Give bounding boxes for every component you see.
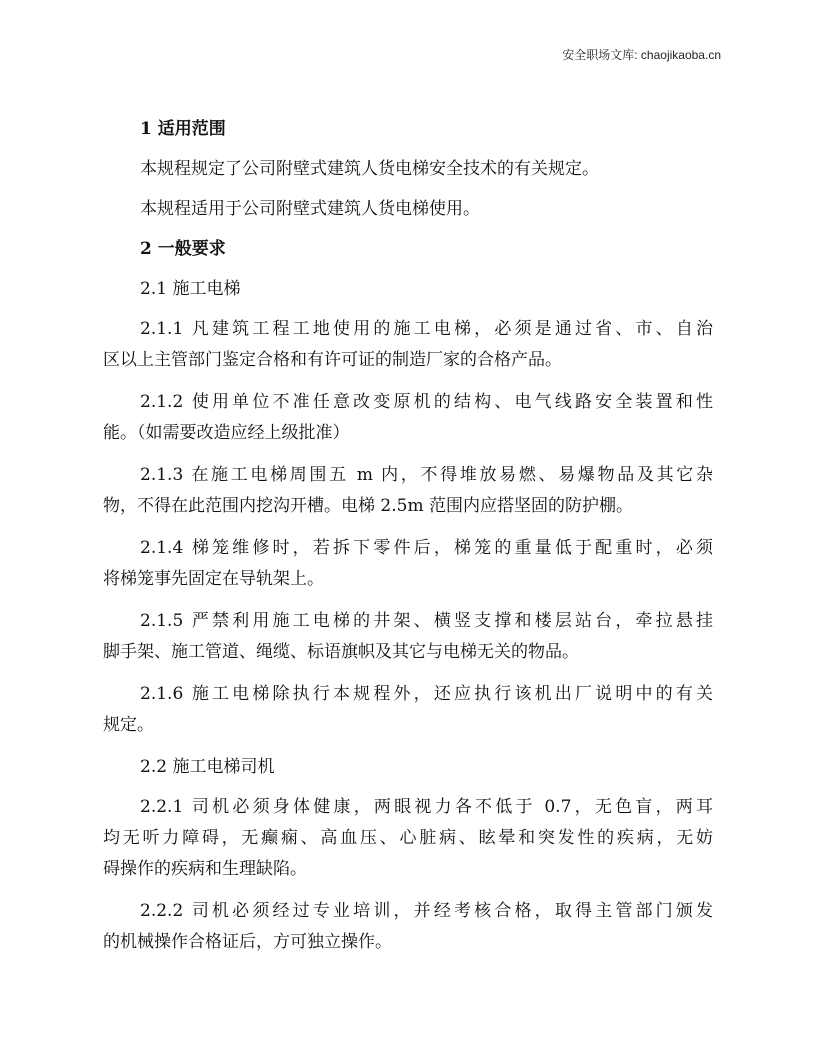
text-line: 规定。 xyxy=(103,715,154,735)
text-line: 均无听力障碍，无癫痫、高血压、心脏病、眩晕和突发性的疾病，无妨 xyxy=(103,828,713,848)
paragraph xyxy=(103,387,713,449)
paragraph xyxy=(103,460,713,522)
paragraph xyxy=(103,314,713,376)
section-heading xyxy=(103,234,713,263)
text-line: 2.1.4 梯笼维修时，若拆下零件后，梯笼的重量低于配重时，必须 xyxy=(140,538,713,558)
paragraph xyxy=(103,154,713,183)
paragraph xyxy=(103,792,713,885)
text-line: 2.1.1 凡建筑工程工地使用的施工电梯，必须是通过省、市、自治 xyxy=(140,319,713,339)
text-line: 能。（如需要改造应经上级批准） xyxy=(103,423,350,443)
text-line: 2.2.1 司机必须身体健康，两眼视力各不低于 0.7，无色盲，两耳 xyxy=(140,797,713,817)
text-line: 2.1.3 在施工电梯周围五 m 内，不得堆放易燃、易爆物品及其它杂 xyxy=(140,465,713,485)
document-body xyxy=(103,114,713,969)
text-line: 将梯笼事先固定在导轨架上。 xyxy=(103,569,324,589)
paragraph xyxy=(103,679,713,741)
text-line: 2 一般要求 xyxy=(140,239,226,259)
paragraph xyxy=(103,896,713,958)
text-line: 的机械操作合格证后，方可独立操作。 xyxy=(103,932,392,952)
text-line: 2.1 施工电梯 xyxy=(140,279,241,299)
text-line: 区以上主管部门鉴定合格和有许可证的制造厂家的合格产品。 xyxy=(103,350,562,370)
text-line: 2.2.2 司机必须经过专业培训，并经考核合格，取得主管部门颁发 xyxy=(140,901,713,921)
text-line: 本规程适用于公司附壁式建筑人货电梯使用。 xyxy=(140,199,480,219)
paragraph xyxy=(103,752,713,781)
paragraph xyxy=(103,606,713,668)
text-line: 物，不得在此范围内挖沟开槽。电梯 2.5m 范围内应搭坚固的防护棚。 xyxy=(103,496,633,516)
paragraph xyxy=(103,194,713,223)
text-line: 本规程规定了公司附壁式建筑人货电梯安全技术的有关规定。 xyxy=(140,159,599,179)
text-line: 碍操作的疾病和生理缺陷。 xyxy=(103,859,307,879)
paragraph xyxy=(103,274,713,303)
text-line: 2.2 施工电梯司机 xyxy=(140,757,275,777)
text-line: 脚手架、施工管道、绳缆、标语旗帜及其它与电梯无关的物品。 xyxy=(103,642,579,662)
page-header-source: 安全职场文库: chaojikaoba.cn xyxy=(562,48,721,62)
text-line: 2.1.2 使用单位不准任意改变原机的结构、电气线路安全装置和性 xyxy=(140,392,713,412)
text-line: 2.1.6 施工电梯除执行本规程外，还应执行该机出厂说明中的有关 xyxy=(140,684,713,704)
text-line: 1 适用范围 xyxy=(140,119,226,139)
text-line: 2.1.5 严禁利用施工电梯的井架、横竖支撑和楼层站台，牵拉悬挂 xyxy=(140,611,713,631)
paragraph xyxy=(103,533,713,595)
section-heading xyxy=(103,114,713,143)
